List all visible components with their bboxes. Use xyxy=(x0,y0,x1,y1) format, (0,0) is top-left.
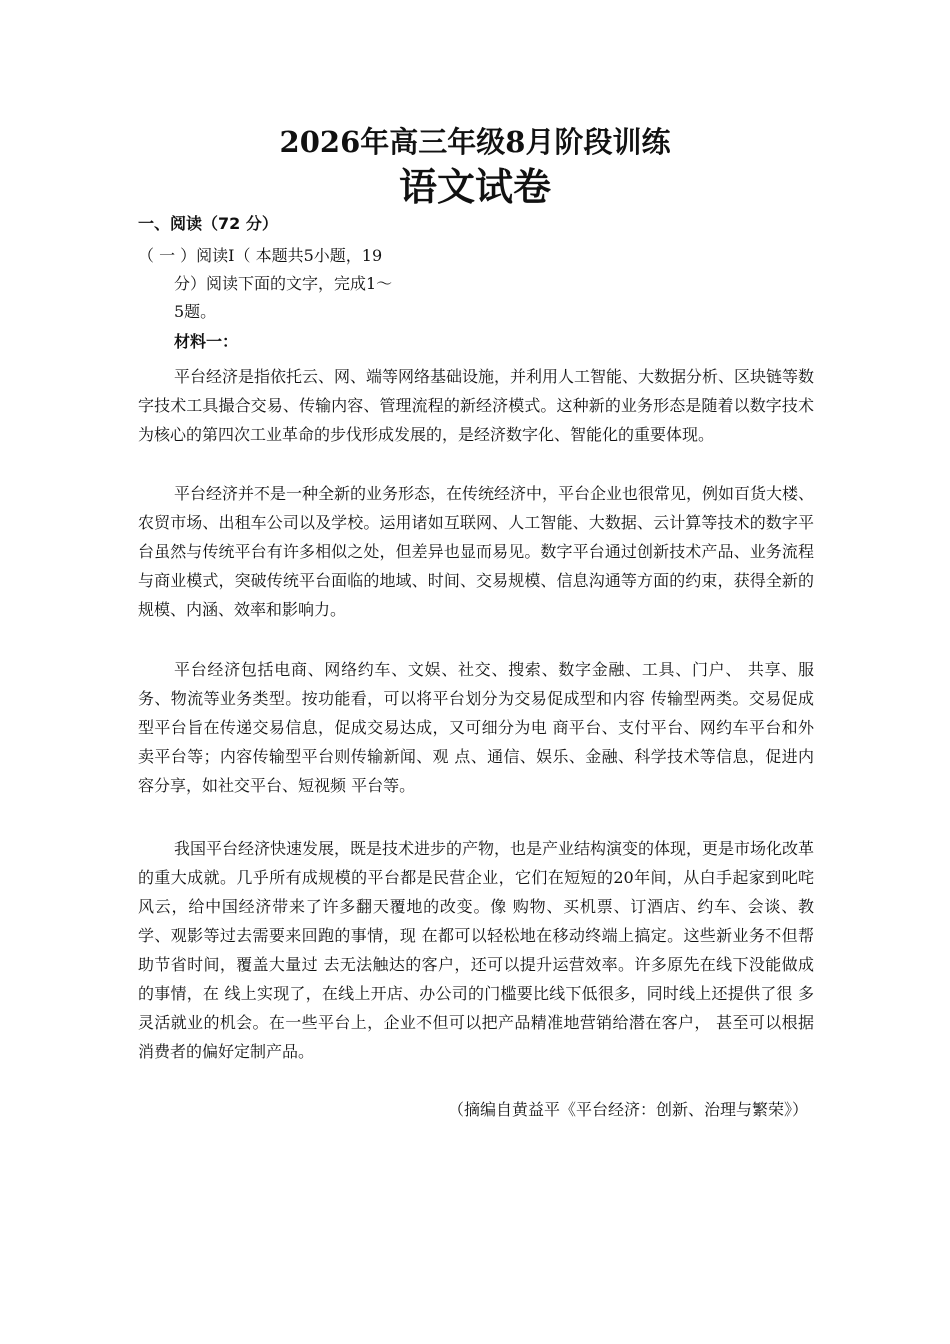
reading-paragraph: 平台经济并不是一种全新的业务形态，在传统经济中，平台企业也很常见，例如百货大楼、农贸市场、出租车公司以及学校。运用诸如互联网、人工智能、大数据、云计算等技术的数字平台虽然与传统平台有许多相似之处，但差异也显而易见。数字平台通过创新技术产品、业务流程与商业模式，突破传统平台面临的地域、时间、交易规模、信息沟通等方面的约束，获得全新的规模、内涵、效率和影响力。 xyxy=(138,484,815,619)
instruction-line: 分）阅读下面的文字，完成1～ xyxy=(174,274,393,293)
reading-paragraph: 我国平台经济快速发展，既是技术进步的产物，也是产业结构演变的体现，更是市场化改革的重大成就。几乎所有成规模的平台都是民营企业，它们在短短的20年间，从白手起家到叱咤风云，给中国经济带来了许多翻天覆地的改变。像 购物、买机票、订酒店、约车、会谈、教学、观影等过去需要来回跑的事情，现 在都可以轻松地在移动终端上搞定。这些新业务不但帮助节省时间，覆盖大量过 去无法触达的客户，还可以提升运营效率。许多原先在线下没能做成的事情，在 线上实现了，在线上开店、办公司的门槛要比线下低很多，同时线上还提供了很 多灵活就业的机会。在一些平台上，企业不但可以把产品精准地营销给潜在客户， 甚至可以根据消费者的偏好定制产品。 xyxy=(138,839,815,1061)
instruction-line: 5题。 xyxy=(174,302,217,321)
section-heading: 一、阅读（72 分） xyxy=(138,214,278,233)
exam-title: 2026年高三年级8月阶段训练 xyxy=(279,125,671,159)
instruction-line: （ 一 ）阅读Ⅰ（ 本题共5小题，19 xyxy=(138,246,383,265)
question-group-instructions xyxy=(138,242,448,326)
source-citation: （摘编自黄益平《平台经济：创新、治理与繁荣》） xyxy=(447,1100,808,1119)
exam-subject-title: 语文试卷 xyxy=(398,164,551,209)
reading-paragraph: 平台经济包括电商、网络约车、文娱、社交、搜索、数字金融、工具、门户、 共享、服务、物流等业务类型。按功能看，可以将平台划分为交易促成型和内容 传输型两类。交易促成型平台旨在传递交易信息，促成交易达成，又可细分为电 商平台、支付平台、网约车平台和外卖平台等；内容传输型平台则传输新闻、观 点、通信、娱乐、金融、科学技术等信息，促进内容分享，如社交平台、短视频 平台等。 xyxy=(138,660,814,795)
material-label: 材料一： xyxy=(174,332,239,351)
reading-paragraph: 平台经济是指依托云、网、端等网络基础设施，并利用人工智能、大数据分析、区块链等数字技术工具撮合交易、传输内容、管理流程的新经济模式。这种新的业务形态是随着以数字技术为核心的第四次工业革命的步伐形成发展的，是经济数字化、智能化的重要体现。 xyxy=(138,367,815,444)
